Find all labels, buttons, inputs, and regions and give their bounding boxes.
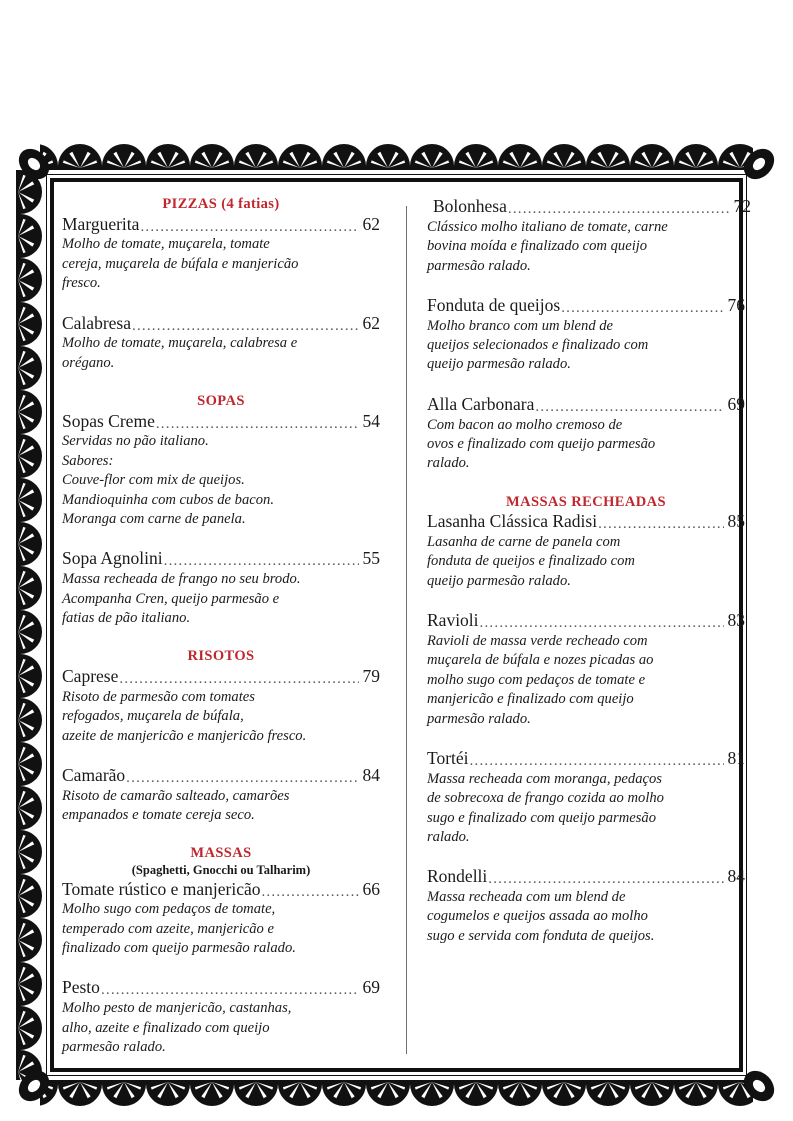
description-line: sugo e servida com fonduta de queijos. — [427, 927, 655, 944]
menu-item-price: 85 — [727, 511, 745, 532]
dot-leader — [140, 219, 358, 237]
description-line: Massa recheada de frango no seu brodo. — [62, 571, 301, 588]
description-line: fonduta de queijos e finalizado com — [427, 553, 635, 570]
dot-leader — [101, 982, 359, 1000]
description-line: cogumelos e queijos assada ao molho — [427, 908, 648, 925]
description-line: parmesão ralado. — [427, 710, 531, 727]
description-line: Lasanha de carne de panela com — [427, 534, 621, 551]
description-line: ralado. — [427, 455, 470, 472]
menu-item-name: Lasanha Clássica Radisi — [427, 511, 598, 532]
description-line: ralado. — [427, 828, 470, 845]
description-line: cereja, muçarela de búfala e manjericão — [62, 255, 299, 272]
description-line: Ravioli de massa verde recheado com — [427, 632, 648, 649]
description-line: fresco. — [62, 275, 101, 292]
menu-content — [62, 196, 751, 1068]
menu-item-description — [62, 432, 380, 529]
menu-item-pesto[interactable] — [62, 977, 380, 1057]
description-line: Mandioquinha com cubos de bacon. — [62, 491, 274, 508]
description-line: Risoto de camarão salteado, camarões — [62, 787, 290, 804]
description-line: alho, azeite e finalizado com queijo — [62, 1019, 270, 1036]
menu-item-name: Fonduta de queijos — [427, 294, 561, 315]
dot-leader — [261, 884, 358, 902]
description-line: Molho branco com um blend de — [427, 317, 614, 334]
description-line: Com bacon ao molho cremoso de — [427, 416, 623, 433]
menu-item-name: Ravioli — [427, 610, 479, 631]
column-divider — [406, 206, 407, 1054]
menu-item-price: 69 — [362, 977, 380, 998]
menu-item-price: 81 — [727, 748, 745, 769]
dot-leader — [535, 399, 723, 417]
section-subtitle-massas: (Spaghetti, Gnocchi ou Talharim) — [131, 863, 311, 878]
menu-item-price: 84 — [362, 764, 380, 785]
menu-item-name: Calabresa — [62, 312, 131, 333]
section-header-pizzas: PIZZAS (4 fatias) — [162, 196, 280, 212]
dot-leader — [164, 553, 359, 571]
menu-column-left — [62, 196, 390, 1057]
menu-item-fonduta-de-queijos[interactable] — [427, 295, 745, 375]
description-line: Servidas no pão italiano. — [62, 433, 209, 450]
description-line: manjericão e finalizado com queijo — [427, 691, 634, 708]
description-line: finalizado com queijo parmesão ralado. — [62, 940, 296, 956]
menu-item-name: Sopa Agnolini — [62, 548, 163, 569]
dot-leader — [480, 615, 724, 633]
menu-item-description — [427, 317, 745, 375]
menu-item-line — [62, 666, 380, 688]
menu-item-line — [427, 610, 745, 632]
description-line: Moranga com carne de panela. — [62, 511, 246, 528]
menu-item-description — [427, 533, 745, 591]
menu-item-description — [62, 787, 380, 826]
menu-item-tomate-rustico-e-manjericao[interactable] — [62, 879, 380, 959]
menu-item-description — [62, 235, 380, 293]
menu-section-massas — [62, 845, 380, 1057]
description-line: queijo parmesão ralado. — [427, 572, 571, 589]
dot-leader — [470, 753, 724, 771]
description-line: sugo e finalizado com queijo parmesão — [427, 809, 657, 826]
description-line: muçarela de búfala e nozes picadas ao — [427, 652, 654, 669]
description-line: temperado com azeite, manjericão e — [62, 920, 274, 937]
menu-item-line — [427, 866, 745, 888]
dot-leader — [132, 318, 359, 336]
menu-item-line — [62, 214, 380, 236]
section-header-risotos: RISOTOS — [187, 648, 255, 665]
description-line: azeite de manjericão e manjericão fresco. — [62, 727, 307, 744]
menu-item-calabresa[interactable] — [62, 313, 380, 374]
menu-item-sopas-creme[interactable] — [62, 411, 380, 530]
menu-item-price: 66 — [362, 878, 380, 899]
description-line: molho sugo com pedaços de tomate e — [427, 671, 646, 688]
menu-item-ravioli[interactable] — [427, 610, 745, 729]
menu-item-description — [427, 888, 745, 946]
menu-item-description — [62, 999, 380, 1057]
menu-section-massas-continuacao — [427, 196, 751, 474]
menu-item-name: Tortéi — [427, 748, 469, 769]
description-line: bovina moída e finalizado com queijo — [427, 238, 648, 255]
description-line: queijo parmesão ralado. — [427, 356, 571, 373]
menu-item-name: Bolonhesa — [433, 196, 507, 216]
menu-item-line — [62, 879, 380, 901]
menu-item-name: Camarão — [62, 764, 126, 785]
menu-section-pizzas — [62, 196, 380, 373]
description-line: queijos selecionados e finalizado com — [427, 337, 649, 353]
menu-item-name: Rondelli — [427, 866, 488, 887]
menu-item-description — [62, 688, 380, 746]
description-line: Molho pesto de manjericão, castanhas, — [62, 1000, 292, 1017]
menu-item-line — [427, 748, 745, 770]
menu-item-sopa-agnolini[interactable] — [62, 548, 380, 628]
menu-item-line — [62, 411, 380, 433]
menu-item-price: 84 — [727, 866, 745, 887]
description-line: ovos e finalizado com queijo parmesão — [427, 435, 656, 452]
menu-item-description — [427, 416, 745, 474]
menu-item-alla-carbonara[interactable] — [427, 394, 745, 474]
description-line: orégano. — [62, 354, 115, 371]
menu-item-line — [62, 548, 380, 570]
menu-item-price: 62 — [362, 312, 380, 333]
description-line: de sobrecoxa de frango cozida ao molho — [427, 790, 664, 807]
menu-item-price: 55 — [362, 548, 380, 569]
menu-item-name: Pesto — [62, 977, 100, 998]
section-header-massas: MASSAS — [190, 845, 252, 862]
menu-item-caprese[interactable] — [62, 666, 380, 746]
description-line: Massa recheada com um blend de — [427, 889, 626, 906]
menu-item-line — [427, 295, 745, 317]
menu-item-description — [62, 334, 380, 373]
dot-leader — [598, 516, 723, 534]
menu-item-bolonhesa[interactable] — [427, 196, 751, 276]
description-line: Sabores: — [62, 452, 114, 469]
menu-item-name: Caprese — [62, 666, 119, 687]
dot-leader — [119, 671, 358, 689]
section-header-sopas: SOPAS — [197, 393, 245, 410]
menu-item-description — [427, 632, 745, 729]
menu-item-line — [62, 313, 380, 335]
description-line: Couve-flor com mix de queijos. — [62, 472, 245, 489]
menu-item-name: Tomate rústico e manjericão — [62, 878, 261, 899]
menu-item-name: Alla Carbonara — [427, 393, 535, 414]
menu-item-price: 83 — [727, 610, 745, 631]
menu-item-description — [427, 218, 745, 276]
description-line: parmesão ralado. — [62, 1038, 166, 1055]
menu-item-price: 69 — [727, 393, 745, 414]
description-line: Molho de tomate, muçarela, tomate — [62, 236, 270, 253]
menu-item-price: 79 — [362, 666, 380, 687]
menu-item-line — [62, 765, 380, 787]
menu-item-description — [62, 900, 380, 958]
dot-leader — [126, 770, 358, 788]
description-line: parmesão ralado. — [427, 257, 531, 274]
menu-item-description — [62, 570, 380, 628]
description-line: Acompanha Cren, queijo parmesão e — [62, 590, 280, 607]
description-line: fatias de pão italiano. — [62, 609, 191, 626]
description-line: empanados e tomate cereja seco. — [62, 807, 255, 824]
menu-section-sopas — [62, 393, 380, 628]
dot-leader — [561, 300, 723, 318]
menu-item-line — [427, 196, 751, 218]
menu-item-camarao[interactable] — [62, 765, 380, 826]
description-line: Clássico molho italiano de tomate, carne — [427, 218, 668, 235]
menu-item-rondelli[interactable] — [427, 866, 745, 946]
menu-item-tortei[interactable] — [427, 748, 745, 847]
description-line: Molho de tomate, muçarela, calabresa e — [62, 335, 298, 352]
menu-section-massas-recheadas — [427, 494, 745, 947]
menu-item-price: 76 — [727, 294, 745, 315]
dot-leader — [508, 201, 730, 219]
menu-section-risotos — [62, 648, 380, 825]
menu-column-right — [423, 196, 751, 946]
description-line: Molho sugo com pedaços de tomate, — [62, 901, 276, 918]
menu-item-name: Sopas Creme — [62, 410, 155, 431]
menu-item-name: Marguerita — [62, 213, 140, 234]
menu-item-line — [427, 394, 745, 416]
dot-leader — [488, 871, 723, 889]
menu-item-line — [427, 511, 745, 533]
description-line: Risoto de parmesão com tomates — [62, 688, 255, 705]
menu-item-lasanha-classica-radisi[interactable] — [427, 511, 745, 591]
menu-item-marguerita[interactable] — [62, 214, 380, 294]
description-line: refogados, muçarela de búfala, — [62, 708, 244, 725]
dot-leader — [156, 416, 359, 434]
menu-item-price: 54 — [362, 410, 380, 431]
menu-item-price: 62 — [362, 213, 380, 234]
description-line: Massa recheada com moranga, pedaços — [427, 770, 662, 787]
menu-item-line — [62, 977, 380, 999]
section-header-massas-recheadas: MASSAS RECHEADAS — [506, 493, 666, 510]
menu-item-price: 72 — [733, 196, 751, 216]
menu-item-description — [427, 770, 745, 848]
